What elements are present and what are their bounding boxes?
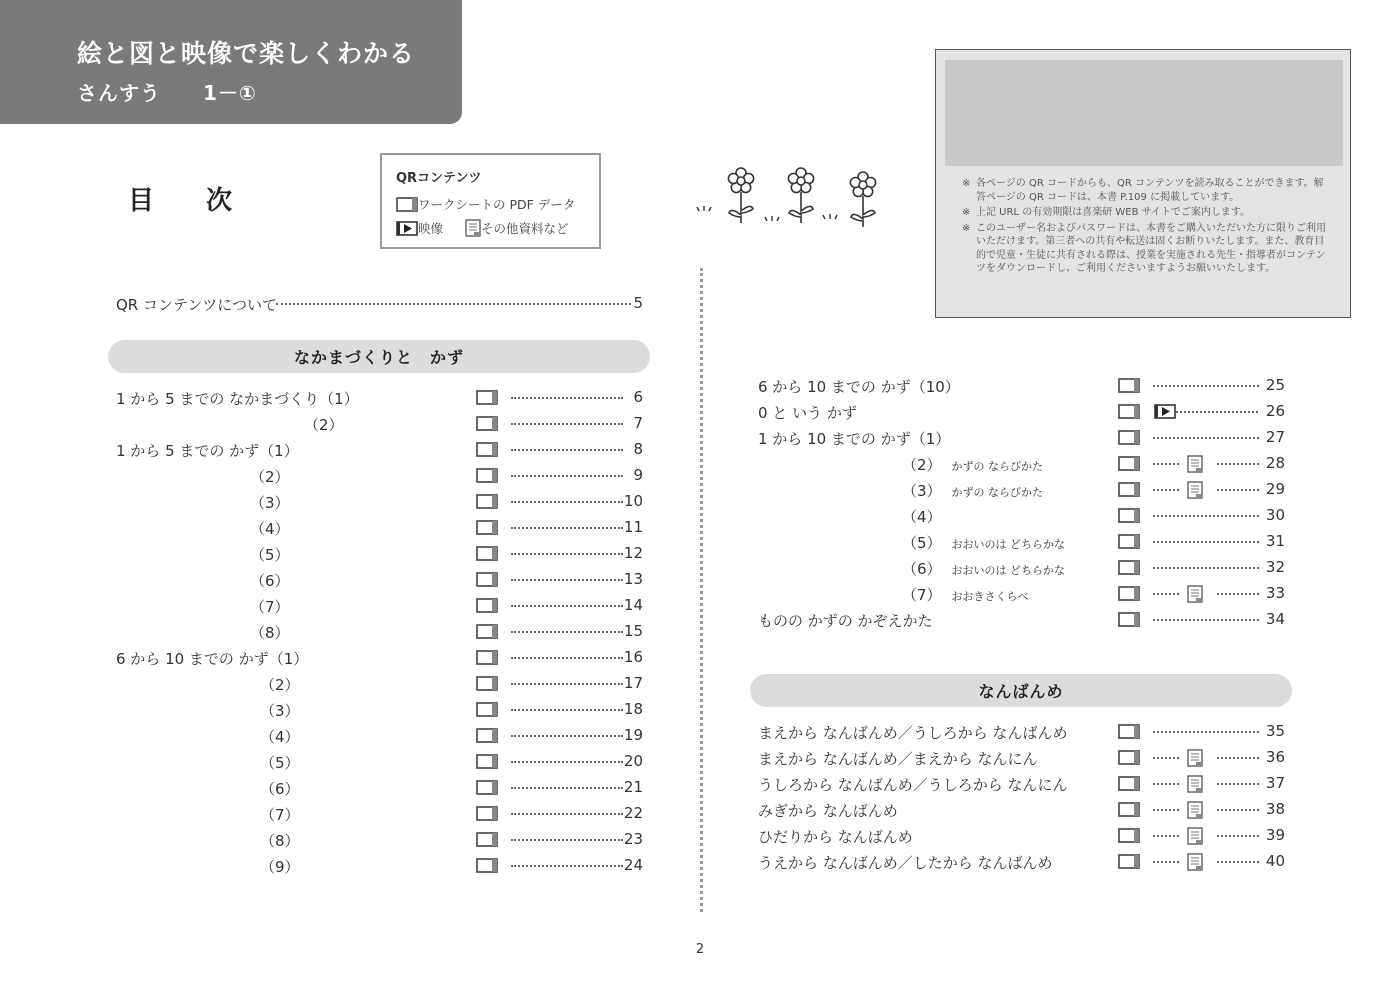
worksheet-icon bbox=[476, 754, 498, 773]
toc-row-label: （7） bbox=[260, 806, 300, 824]
page-number: 2 bbox=[695, 942, 705, 957]
toc-row-label: 1 から 5 までの かず（1） bbox=[116, 442, 299, 460]
legend-other-label: その他資料など bbox=[481, 221, 569, 236]
leader-dots bbox=[511, 787, 623, 789]
leader-dots bbox=[511, 865, 623, 867]
qr-notes bbox=[962, 177, 1332, 278]
toc-row[interactable] bbox=[758, 477, 1288, 503]
section-header-nanbanme: なんばんめ bbox=[750, 674, 1292, 707]
worksheet-icon bbox=[1118, 750, 1140, 769]
toc-row-label: まえから なんばんめ／まえから なんにん bbox=[758, 750, 1038, 768]
toc-row[interactable] bbox=[758, 373, 1288, 399]
toc-row-label: （8） bbox=[250, 624, 290, 642]
page-number-cell: 12 bbox=[623, 544, 643, 562]
toc-row[interactable] bbox=[116, 671, 646, 697]
page-number-cell: 19 bbox=[623, 726, 643, 744]
page-number-cell: 25 bbox=[1265, 376, 1285, 394]
toc-row[interactable] bbox=[116, 515, 646, 541]
leader-dots bbox=[511, 605, 623, 607]
leader-dots bbox=[1153, 619, 1259, 621]
section-header-nakama: なかまづくりと かず bbox=[108, 340, 650, 373]
toc-row-label: （4） bbox=[250, 520, 290, 538]
page-number-cell: 22 bbox=[623, 804, 643, 822]
toc-row[interactable] bbox=[116, 853, 646, 879]
leader-dots bbox=[511, 813, 623, 815]
book-subtitle: さんすう 1－① bbox=[77, 81, 257, 105]
worksheet-icon bbox=[476, 546, 498, 565]
toc-row[interactable] bbox=[116, 489, 646, 515]
toc-row-label: （3） かずの ならびかた bbox=[902, 482, 1044, 500]
worksheet-icon bbox=[476, 702, 498, 721]
video-icon bbox=[1154, 404, 1176, 423]
toc-row-label: （6） bbox=[250, 572, 290, 590]
toc-row-label: 6 から 10 までの かず（1） bbox=[116, 650, 309, 668]
worksheet-icon bbox=[476, 468, 498, 487]
worksheet-icon bbox=[476, 624, 498, 643]
worksheet-icon bbox=[1118, 404, 1140, 423]
toc-row-label: （3） bbox=[250, 494, 290, 512]
toc-title: 目次 bbox=[128, 186, 285, 216]
toc-row-note: かずの ならびかた bbox=[951, 460, 1044, 473]
page-number-cell: 28 bbox=[1265, 454, 1285, 472]
worksheet-icon bbox=[1118, 802, 1140, 821]
worksheet-icon bbox=[476, 598, 498, 617]
toc-row-label: （5） bbox=[250, 546, 290, 564]
page-number-cell: 7 bbox=[633, 414, 643, 432]
page-number-cell: 24 bbox=[623, 856, 643, 874]
leader-dots bbox=[1217, 593, 1259, 595]
toc-row[interactable] bbox=[758, 771, 1288, 797]
leader-dots bbox=[1153, 385, 1259, 387]
page-number-cell: 20 bbox=[623, 752, 643, 770]
page-number-cell: 30 bbox=[1265, 506, 1285, 524]
toc-row[interactable] bbox=[116, 567, 646, 593]
toc-row-label: （2） bbox=[250, 468, 290, 486]
leader-dots bbox=[511, 501, 623, 503]
worksheet-icon bbox=[476, 806, 498, 825]
toc-row-label: （2） bbox=[260, 676, 300, 694]
leader-dots bbox=[1217, 757, 1259, 759]
page-number-cell: 10 bbox=[623, 492, 643, 510]
worksheet-icon bbox=[476, 494, 498, 513]
toc-row-label: （6） おおいのは どちらかな bbox=[902, 560, 1066, 578]
page-number-cell: 40 bbox=[1265, 852, 1285, 870]
page-number-cell: 5 bbox=[633, 294, 643, 312]
leader-dots bbox=[1217, 861, 1259, 863]
document-icon bbox=[1187, 801, 1203, 823]
leader-dots bbox=[511, 735, 623, 737]
worksheet-icon bbox=[476, 858, 498, 877]
leader-dots bbox=[1217, 809, 1259, 811]
leader-dots bbox=[1153, 463, 1179, 465]
leader-dots bbox=[1153, 541, 1259, 543]
document-icon bbox=[1187, 853, 1203, 875]
page-number-cell: 26 bbox=[1265, 402, 1285, 420]
worksheet-icon bbox=[1118, 776, 1140, 795]
leader-dots bbox=[1153, 515, 1259, 517]
leader-dots bbox=[1153, 489, 1179, 491]
toc-row[interactable] bbox=[758, 849, 1288, 875]
toc-row-label: 6 から 10 までの かず（10） bbox=[758, 378, 960, 396]
toc-row-label: （2） かずの ならびかた bbox=[902, 456, 1044, 474]
toc-row[interactable] bbox=[758, 451, 1288, 477]
leader-dots bbox=[511, 423, 623, 425]
video-icon bbox=[396, 221, 418, 236]
leader-dots bbox=[1153, 437, 1259, 439]
worksheet-icon bbox=[476, 416, 498, 435]
toc-row-note: おおきさくらべ bbox=[951, 590, 1029, 603]
toc-row[interactable] bbox=[758, 581, 1288, 607]
leader-dots bbox=[511, 657, 623, 659]
qr-note: ※ 上記 URL の有効期限は喜楽研 WEB サイトでご案内します。 bbox=[962, 207, 1251, 218]
toc-row[interactable] bbox=[758, 399, 1288, 425]
toc-row-label: ものの かずの かぞえかた bbox=[758, 612, 933, 630]
toc-row-qr-intro[interactable] bbox=[116, 291, 646, 317]
leader-dots bbox=[1217, 783, 1259, 785]
toc-row[interactable] bbox=[116, 437, 646, 463]
worksheet-icon bbox=[1118, 482, 1140, 501]
toc-row-label: （4） bbox=[902, 508, 942, 526]
worksheet-icon bbox=[476, 520, 498, 539]
page-number-cell: 15 bbox=[623, 622, 643, 640]
leader-dots bbox=[1153, 861, 1179, 863]
qr-note: ※ このユーザー名およびパスワードは、本書をご購入いただいた方に限りご利用いただけます。第三者への共有や転送は固くお断りいたします。また、教育目的で児童・生徒に共有される際は、授業を実施される先生・指導者がコンテンツをダウンロードし、ご利用くださいますようお願いいたします。 bbox=[962, 222, 1326, 274]
worksheet-icon bbox=[1118, 534, 1140, 553]
leader-dots bbox=[1153, 731, 1259, 733]
center-divider bbox=[700, 268, 703, 912]
leader-dots bbox=[511, 761, 623, 763]
toc-row-label: （8） bbox=[260, 832, 300, 850]
toc-row[interactable] bbox=[758, 607, 1288, 633]
toc-row[interactable] bbox=[758, 823, 1288, 849]
toc-row-label: （7） bbox=[250, 598, 290, 616]
legend-worksheet-label: ワークシートの PDF データ bbox=[418, 197, 576, 212]
leader-dots bbox=[1153, 783, 1179, 785]
toc-row[interactable] bbox=[116, 801, 646, 827]
toc-row[interactable] bbox=[116, 645, 646, 671]
leader-dots bbox=[511, 397, 623, 399]
document-icon bbox=[1187, 455, 1203, 477]
leader-dots bbox=[511, 631, 623, 633]
leader-dots bbox=[1153, 809, 1179, 811]
legend-video-label: 映像 bbox=[418, 221, 444, 236]
document-icon bbox=[1187, 481, 1203, 503]
toc-row[interactable] bbox=[116, 827, 646, 853]
leader-dots bbox=[511, 475, 623, 477]
page-number-cell: 32 bbox=[1265, 558, 1285, 576]
document-icon bbox=[1187, 775, 1203, 797]
toc-row[interactable] bbox=[758, 797, 1288, 823]
book-title: 絵と図と映像で楽しくわかる bbox=[77, 39, 416, 68]
leader-dots bbox=[511, 839, 623, 841]
page-number-cell: 6 bbox=[633, 388, 643, 406]
leader-dots bbox=[511, 449, 623, 451]
page-number-cell: 33 bbox=[1265, 584, 1285, 602]
toc-row[interactable] bbox=[758, 529, 1288, 555]
leader-dots bbox=[1217, 835, 1259, 837]
toc-row-label: （9） bbox=[260, 858, 300, 876]
worksheet-icon bbox=[1118, 456, 1140, 475]
page-number-cell: 8 bbox=[633, 440, 643, 458]
page-number-cell: 34 bbox=[1265, 610, 1285, 628]
toc-row[interactable] bbox=[116, 619, 646, 645]
leader-dots bbox=[511, 553, 623, 555]
page-number-cell: 35 bbox=[1265, 722, 1285, 740]
toc-row-label: （4） bbox=[260, 728, 300, 746]
toc-row-note: おおいのは どちらかな bbox=[951, 538, 1066, 551]
legend-box bbox=[380, 153, 601, 249]
worksheet-icon bbox=[476, 650, 498, 669]
toc-row-label: まえから なんばんめ／うしろから なんばんめ bbox=[758, 724, 1068, 742]
leader-dots bbox=[1153, 567, 1259, 569]
toc-row[interactable] bbox=[758, 555, 1288, 581]
worksheet-icon bbox=[1118, 612, 1140, 631]
toc-row[interactable] bbox=[116, 541, 646, 567]
leader-dots bbox=[1153, 757, 1179, 759]
toc-row[interactable] bbox=[116, 463, 646, 489]
toc-row[interactable] bbox=[758, 745, 1288, 771]
worksheet-icon bbox=[1118, 586, 1140, 605]
document-icon bbox=[1187, 585, 1203, 607]
worksheet-icon bbox=[1118, 854, 1140, 873]
toc-row[interactable] bbox=[758, 503, 1288, 529]
leader-dots bbox=[1153, 593, 1179, 595]
toc-row-label: うしろから なんばんめ／うしろから なんにん bbox=[758, 776, 1068, 794]
worksheet-icon bbox=[476, 572, 498, 591]
page-number-cell: 23 bbox=[623, 830, 643, 848]
worksheet-icon bbox=[1118, 508, 1140, 527]
toc-row-label: 1 から 10 までの かず（1） bbox=[758, 430, 951, 448]
page-number-cell: 14 bbox=[623, 596, 643, 614]
legend-worksheet bbox=[396, 195, 585, 213]
page-number-cell: 37 bbox=[1265, 774, 1285, 792]
document-icon bbox=[1187, 827, 1203, 849]
toc-row-label: 1 から 5 までの なかまづくり（1） bbox=[116, 390, 359, 408]
worksheet-icon bbox=[1118, 724, 1140, 743]
page-number-cell: 21 bbox=[623, 778, 643, 796]
leader-dots bbox=[276, 303, 631, 305]
leader-dots bbox=[1217, 463, 1259, 465]
toc-row-label: （7） おおきさくらべ bbox=[902, 586, 1029, 604]
page-number-cell: 36 bbox=[1265, 748, 1285, 766]
page-number-cell: 16 bbox=[623, 648, 643, 666]
leader-dots bbox=[511, 579, 623, 581]
toc-row-label: QR コンテンツについて bbox=[116, 296, 277, 314]
legend-media bbox=[396, 219, 585, 237]
flowers-illustration bbox=[695, 167, 885, 231]
worksheet-icon bbox=[1118, 430, 1140, 449]
toc-row-label: （2） bbox=[304, 416, 344, 434]
leader-dots bbox=[511, 527, 623, 529]
worksheet-icon bbox=[476, 728, 498, 747]
page-number-cell: 29 bbox=[1265, 480, 1285, 498]
worksheet-icon bbox=[476, 442, 498, 461]
toc-row-label: （5） おおいのは どちらかな bbox=[902, 534, 1066, 552]
worksheet-icon bbox=[1118, 560, 1140, 579]
toc-row[interactable] bbox=[116, 697, 646, 723]
toc-row-note: おおいのは どちらかな bbox=[951, 564, 1066, 577]
toc-row[interactable] bbox=[758, 425, 1288, 451]
toc-row-label: うえから なんばんめ／したから なんばんめ bbox=[758, 854, 1053, 872]
toc-row[interactable] bbox=[116, 593, 646, 619]
page-number-cell: 38 bbox=[1265, 800, 1285, 818]
toc-row[interactable] bbox=[116, 723, 646, 749]
leader-dots bbox=[511, 709, 623, 711]
toc-row-label: みぎから なんばんめ bbox=[758, 802, 898, 820]
toc-row-note: かずの ならびかた bbox=[951, 486, 1044, 499]
page-number-cell: 13 bbox=[623, 570, 643, 588]
toc-row[interactable] bbox=[758, 719, 1288, 745]
page-number-cell: 18 bbox=[623, 700, 643, 718]
worksheet-icon bbox=[1118, 378, 1140, 397]
leader-dots bbox=[511, 683, 623, 685]
toc-row-label: 0 と いう かず bbox=[758, 404, 857, 422]
page-number-cell: 17 bbox=[623, 674, 643, 692]
toc-row[interactable] bbox=[116, 749, 646, 775]
worksheet-icon bbox=[1118, 828, 1140, 847]
legend-title: QRコンテンツ bbox=[396, 171, 482, 186]
toc-row[interactable] bbox=[116, 385, 646, 411]
page-number-cell: 27 bbox=[1265, 428, 1285, 446]
toc-row-label: （6） bbox=[260, 780, 300, 798]
qr-placeholder bbox=[945, 60, 1343, 166]
header-banner bbox=[0, 0, 462, 124]
page-number-cell: 11 bbox=[623, 518, 643, 536]
leader-dots bbox=[1153, 835, 1179, 837]
page-number-cell: 9 bbox=[633, 466, 643, 484]
leader-dots bbox=[1176, 411, 1258, 413]
page-number-cell: 39 bbox=[1265, 826, 1285, 844]
toc-row[interactable] bbox=[116, 411, 646, 437]
document-icon bbox=[1187, 749, 1203, 771]
qr-note: ※ 各ページの QR コードからも、QR コンテンツを読み取ることができます。解答ページの QR コードは、本書 P.109 に掲載しています。 bbox=[962, 178, 1324, 203]
toc-row[interactable] bbox=[116, 775, 646, 801]
worksheet-icon bbox=[476, 832, 498, 851]
worksheet-icon bbox=[476, 676, 498, 695]
toc-row-label: ひだりから なんばんめ bbox=[758, 828, 913, 846]
page-number-cell: 31 bbox=[1265, 532, 1285, 550]
worksheet-icon bbox=[476, 390, 498, 409]
leader-dots bbox=[1217, 489, 1259, 491]
toc-row-label: （5） bbox=[260, 754, 300, 772]
worksheet-icon bbox=[396, 197, 418, 212]
qr-info-box bbox=[935, 49, 1351, 318]
toc-row-label: （3） bbox=[260, 702, 300, 720]
document-icon bbox=[465, 219, 481, 237]
worksheet-icon bbox=[476, 780, 498, 799]
